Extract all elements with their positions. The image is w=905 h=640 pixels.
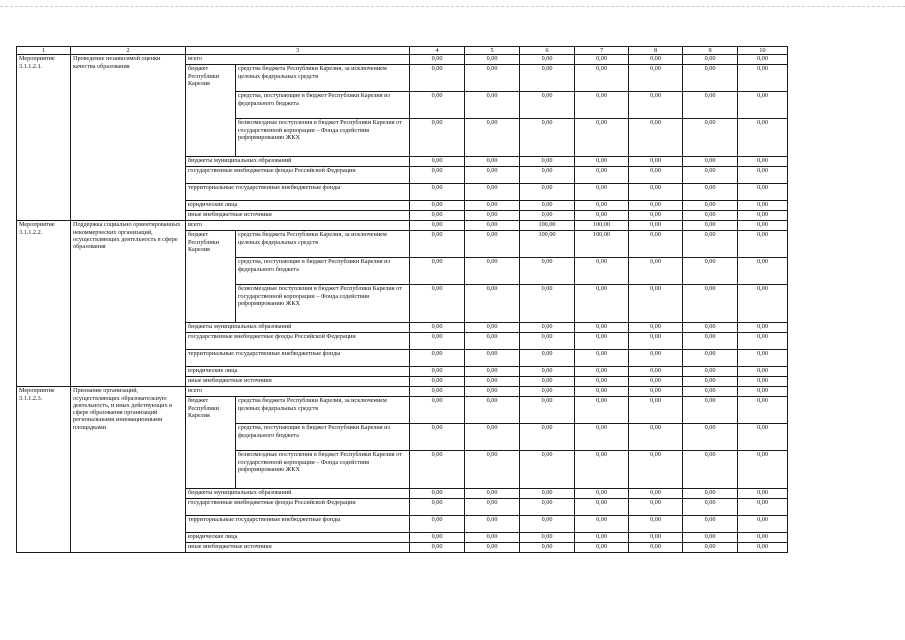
value-cell: 0,00 xyxy=(575,516,629,533)
source-label: бюджеты муниципальных образований xyxy=(186,157,410,167)
value-cell: 0,00 xyxy=(465,489,520,499)
source-label: территориальные государственные внебюджетные фонды xyxy=(186,350,410,367)
value-cell: 0,00 xyxy=(629,323,683,333)
source-sublabel: средства бюджета Республики Карелия, за исключением целевых федеральных средств xyxy=(236,397,410,424)
value-cell: 0,00 xyxy=(410,397,465,424)
value-cell: 0,00 xyxy=(683,516,738,533)
source-label: государственные внебюджетные фонды Российской Федерации xyxy=(186,333,410,350)
event-code: Мероприятие 3.1.1.2.1. xyxy=(17,55,71,221)
value-cell: 0,00 xyxy=(410,55,465,65)
value-cell: 0,00 xyxy=(575,65,629,92)
value-cell: 0,00 xyxy=(575,258,629,285)
table-row xyxy=(17,55,788,65)
value-cell: 0,00 xyxy=(738,92,788,119)
value-cell: 0,00 xyxy=(520,333,575,350)
value-cell: 0,00 xyxy=(629,231,683,258)
value-cell: 0,00 xyxy=(410,533,465,543)
value-cell: 0,00 xyxy=(738,65,788,92)
value-cell: 0,00 xyxy=(520,157,575,167)
source-sublabel: средства, поступающие в бюджет Республики Карелия из федерального бюджета xyxy=(236,258,410,285)
table-row xyxy=(17,221,788,231)
value-cell: 0,00 xyxy=(520,167,575,184)
table-header xyxy=(17,47,788,55)
value-cell: 0,00 xyxy=(683,533,738,543)
value-cell: 0,00 xyxy=(683,387,738,397)
value-cell: 0,00 xyxy=(575,350,629,367)
value-cell: 0,00 xyxy=(738,397,788,424)
value-cell: 0,00 xyxy=(629,167,683,184)
value-cell: 0,00 xyxy=(683,231,738,258)
value-cell: 0,00 xyxy=(575,367,629,377)
value-cell: 0,00 xyxy=(738,184,788,201)
value-cell: 0,00 xyxy=(410,231,465,258)
value-cell: 0,00 xyxy=(520,184,575,201)
source-label: всего xyxy=(186,55,410,65)
value-cell: 0,00 xyxy=(683,167,738,184)
value-cell: 0,00 xyxy=(410,499,465,516)
value-cell: 0,00 xyxy=(575,451,629,489)
source-label: бюджет Республики Карелия xyxy=(186,397,236,489)
value-cell: 0,00 xyxy=(629,533,683,543)
event-name: Признание организаций, осуществляющих образовательную деятельность, и иных действующих в сфере образования организаций региональными инновационными площадками xyxy=(71,387,186,553)
value-cell: 0,00 xyxy=(629,211,683,221)
value-cell: 0,00 xyxy=(410,377,465,387)
value-cell: 0,00 xyxy=(683,350,738,367)
header-cell: 3 xyxy=(186,47,410,55)
value-cell: 0,00 xyxy=(520,377,575,387)
value-cell: 0,00 xyxy=(410,167,465,184)
event-code: Мероприятие 3.1.1.2.2. xyxy=(17,221,71,387)
source-label: территориальные государственные внебюджетные фонды xyxy=(186,516,410,533)
value-cell: 0,00 xyxy=(465,258,520,285)
value-cell: 0,00 xyxy=(575,499,629,516)
source-sublabel: средства, поступающие в бюджет Республики Карелия из федерального бюджета xyxy=(236,92,410,119)
value-cell: 0,00 xyxy=(683,211,738,221)
value-cell: 0,00 xyxy=(520,489,575,499)
value-cell: 0,00 xyxy=(410,516,465,533)
value-cell: 0,00 xyxy=(629,543,683,553)
event-code: Мероприятие 3.1.1.2.3. xyxy=(17,387,71,553)
header-cell: 6 xyxy=(520,47,575,55)
header-cell: 9 xyxy=(683,47,738,55)
value-cell: 0,00 xyxy=(738,55,788,65)
source-label: бюджет Республики Карелия xyxy=(186,231,236,323)
table-row xyxy=(17,387,788,397)
value-cell: 0,00 xyxy=(683,451,738,489)
value-cell: 0,00 xyxy=(629,367,683,377)
page-edge-line xyxy=(0,6,905,7)
value-cell: 0,00 xyxy=(520,516,575,533)
value-cell: 0,00 xyxy=(738,516,788,533)
value-cell: 0,00 xyxy=(683,55,738,65)
value-cell: 0,00 xyxy=(465,424,520,451)
value-cell: 0,00 xyxy=(465,157,520,167)
value-cell: 0,00 xyxy=(575,333,629,350)
value-cell: 0,00 xyxy=(520,424,575,451)
value-cell: 100,00 xyxy=(520,221,575,231)
source-label: бюджеты муниципальных образований xyxy=(186,489,410,499)
source-sublabel: безвозмездные поступления в бюджет Республики Карелия от государственной корпорации – Фонда содействия реформированию ЖКХ xyxy=(236,119,410,157)
value-cell: 0,00 xyxy=(738,451,788,489)
value-cell: 0,00 xyxy=(465,119,520,157)
value-cell: 0,00 xyxy=(520,92,575,119)
value-cell: 0,00 xyxy=(738,367,788,377)
value-cell: 0,00 xyxy=(738,119,788,157)
value-cell: 0,00 xyxy=(575,489,629,499)
value-cell: 0,00 xyxy=(629,451,683,489)
value-cell: 0,00 xyxy=(520,533,575,543)
value-cell: 0,00 xyxy=(465,333,520,350)
value-cell: 0,00 xyxy=(683,489,738,499)
value-cell: 0,00 xyxy=(520,499,575,516)
value-cell: 0,00 xyxy=(738,533,788,543)
value-cell: 0,00 xyxy=(465,533,520,543)
value-cell: 0,00 xyxy=(465,367,520,377)
value-cell: 0,00 xyxy=(465,387,520,397)
value-cell: 0,00 xyxy=(629,55,683,65)
value-cell: 0,00 xyxy=(465,167,520,184)
value-cell: 0,00 xyxy=(410,119,465,157)
value-cell: 0,00 xyxy=(410,387,465,397)
value-cell: 0,00 xyxy=(629,258,683,285)
value-cell: 0,00 xyxy=(629,377,683,387)
header-cell: 10 xyxy=(738,47,788,55)
value-cell: 0,00 xyxy=(410,367,465,377)
source-sublabel: средства бюджета Республики Карелия, за исключением целевых федеральных средств xyxy=(236,231,410,258)
value-cell: 0,00 xyxy=(575,184,629,201)
value-cell: 0,00 xyxy=(520,201,575,211)
value-cell: 0,00 xyxy=(575,377,629,387)
value-cell: 0,00 xyxy=(738,323,788,333)
header-cell: 1 xyxy=(17,47,71,55)
value-cell: 0,00 xyxy=(738,201,788,211)
value-cell: 0,00 xyxy=(575,92,629,119)
value-cell: 0,00 xyxy=(575,211,629,221)
value-cell: 0,00 xyxy=(629,499,683,516)
value-cell: 0,00 xyxy=(410,285,465,323)
value-cell: 0,00 xyxy=(629,387,683,397)
value-cell: 0,00 xyxy=(738,333,788,350)
value-cell: 0,00 xyxy=(465,516,520,533)
value-cell: 0,00 xyxy=(410,543,465,553)
value-cell: 0,00 xyxy=(683,397,738,424)
source-label: иные внебюджетные источники xyxy=(186,211,410,221)
value-cell: 0,00 xyxy=(410,451,465,489)
value-cell: 0,00 xyxy=(410,211,465,221)
value-cell: 0,00 xyxy=(465,55,520,65)
value-cell: 0,00 xyxy=(465,323,520,333)
value-cell: 0,00 xyxy=(629,397,683,424)
value-cell: 0,00 xyxy=(629,350,683,367)
value-cell: 0,00 xyxy=(629,119,683,157)
source-label: иные внебюджетные источники xyxy=(186,377,410,387)
value-cell: 0,00 xyxy=(410,184,465,201)
value-cell: 0,00 xyxy=(683,424,738,451)
value-cell: 0,00 xyxy=(683,367,738,377)
value-cell: 0,00 xyxy=(683,333,738,350)
source-label: государственные внебюджетные фонды Российской Федерации xyxy=(186,499,410,516)
value-cell: 0,00 xyxy=(629,92,683,119)
value-cell: 0,00 xyxy=(683,92,738,119)
value-cell: 0,00 xyxy=(575,387,629,397)
value-cell: 0,00 xyxy=(465,231,520,258)
value-cell: 0,00 xyxy=(629,201,683,211)
value-cell: 0,00 xyxy=(738,499,788,516)
value-cell: 0,00 xyxy=(738,424,788,451)
value-cell: 100,00 xyxy=(575,231,629,258)
value-cell: 0,00 xyxy=(683,499,738,516)
value-cell: 0,00 xyxy=(738,543,788,553)
value-cell: 0,00 xyxy=(465,184,520,201)
value-cell: 0,00 xyxy=(683,157,738,167)
value-cell: 0,00 xyxy=(683,119,738,157)
value-cell: 0,00 xyxy=(410,92,465,119)
source-label: всего xyxy=(186,221,410,231)
value-cell: 0,00 xyxy=(410,258,465,285)
value-cell: 0,00 xyxy=(575,285,629,323)
value-cell: 0,00 xyxy=(738,285,788,323)
source-label: юридические лица xyxy=(186,367,410,377)
value-cell: 0,00 xyxy=(575,397,629,424)
value-cell: 0,00 xyxy=(738,231,788,258)
value-cell: 0,00 xyxy=(738,377,788,387)
financing-table xyxy=(16,46,788,553)
value-cell: 0,00 xyxy=(520,55,575,65)
value-cell: 0,00 xyxy=(465,92,520,119)
value-cell: 100,00 xyxy=(520,231,575,258)
value-cell: 0,00 xyxy=(410,333,465,350)
value-cell: 0,00 xyxy=(683,285,738,323)
value-cell: 0,00 xyxy=(465,377,520,387)
value-cell: 0,00 xyxy=(738,157,788,167)
value-cell: 0,00 xyxy=(738,211,788,221)
value-cell: 0,00 xyxy=(629,333,683,350)
source-sublabel: средства бюджета Республики Карелия, за исключением целевых федеральных средств xyxy=(236,65,410,92)
source-sublabel: безвозмездные поступления в бюджет Республики Карелия от государственной корпорации – Фонда содействия реформированию ЖКХ xyxy=(236,285,410,323)
value-cell: 0,00 xyxy=(520,451,575,489)
value-cell: 0,00 xyxy=(629,65,683,92)
value-cell: 0,00 xyxy=(683,377,738,387)
value-cell: 0,00 xyxy=(465,397,520,424)
value-cell: 0,00 xyxy=(520,119,575,157)
value-cell: 0,00 xyxy=(520,397,575,424)
value-cell: 0,00 xyxy=(410,323,465,333)
source-label: всего xyxy=(186,387,410,397)
event-name: Проведение независимой оценки качества образования xyxy=(71,55,186,221)
value-cell: 0,00 xyxy=(629,516,683,533)
value-cell: 0,00 xyxy=(410,201,465,211)
value-cell: 0,00 xyxy=(738,387,788,397)
source-label: иные внебюджетные источники xyxy=(186,543,410,553)
value-cell: 0,00 xyxy=(520,211,575,221)
source-label: бюджет Республики Карелия xyxy=(186,65,236,157)
value-cell: 0,00 xyxy=(520,285,575,323)
source-label: государственные внебюджетные фонды Российской Федерации xyxy=(186,167,410,184)
value-cell: 0,00 xyxy=(738,167,788,184)
value-cell: 0,00 xyxy=(520,323,575,333)
value-cell: 0,00 xyxy=(410,221,465,231)
table-body xyxy=(17,55,788,553)
value-cell: 0,00 xyxy=(575,119,629,157)
source-label: территориальные государственные внебюджетные фонды xyxy=(186,184,410,201)
value-cell: 0,00 xyxy=(410,489,465,499)
value-cell: 100,00 xyxy=(575,221,629,231)
header-cell: 2 xyxy=(71,47,186,55)
value-cell: 0,00 xyxy=(410,424,465,451)
value-cell: 0,00 xyxy=(738,258,788,285)
header-cell: 4 xyxy=(410,47,465,55)
value-cell: 0,00 xyxy=(575,543,629,553)
value-cell: 0,00 xyxy=(683,258,738,285)
value-cell: 0,00 xyxy=(520,65,575,92)
value-cell: 0,00 xyxy=(629,285,683,323)
value-cell: 0,00 xyxy=(683,543,738,553)
value-cell: 0,00 xyxy=(465,65,520,92)
value-cell: 0,00 xyxy=(520,258,575,285)
value-cell: 0,00 xyxy=(520,387,575,397)
value-cell: 0,00 xyxy=(683,201,738,211)
value-cell: 0,00 xyxy=(738,489,788,499)
header-cell: 5 xyxy=(465,47,520,55)
value-cell: 0,00 xyxy=(629,221,683,231)
value-cell: 0,00 xyxy=(520,350,575,367)
source-sublabel: средства, поступающие в бюджет Республики Карелия из федерального бюджета xyxy=(236,424,410,451)
header-cell: 8 xyxy=(629,47,683,55)
source-label: юридические лица xyxy=(186,201,410,211)
source-label: юридические лица xyxy=(186,533,410,543)
source-sublabel: безвозмездные поступления в бюджет Республики Карелия от государственной корпорации – Фонда содействия реформированию ЖКХ xyxy=(236,451,410,489)
value-cell: 0,00 xyxy=(629,424,683,451)
event-name: Поддержка социально ориентированных некоммерческих организаций, осуществляющих деятельность в сфере образования xyxy=(71,221,186,387)
document-page xyxy=(16,46,788,553)
value-cell: 0,00 xyxy=(575,323,629,333)
value-cell: 0,00 xyxy=(629,157,683,167)
value-cell: 0,00 xyxy=(465,543,520,553)
value-cell: 0,00 xyxy=(575,533,629,543)
value-cell: 0,00 xyxy=(738,221,788,231)
value-cell: 0,00 xyxy=(410,157,465,167)
value-cell: 0,00 xyxy=(520,543,575,553)
value-cell: 0,00 xyxy=(683,323,738,333)
value-cell: 0,00 xyxy=(575,201,629,211)
value-cell: 0,00 xyxy=(465,201,520,211)
value-cell: 0,00 xyxy=(575,55,629,65)
value-cell: 0,00 xyxy=(575,157,629,167)
value-cell: 0,00 xyxy=(520,367,575,377)
header-cell: 7 xyxy=(575,47,629,55)
value-cell: 0,00 xyxy=(410,350,465,367)
value-cell: 0,00 xyxy=(683,65,738,92)
value-cell: 0,00 xyxy=(575,167,629,184)
value-cell: 0,00 xyxy=(683,184,738,201)
value-cell: 0,00 xyxy=(410,65,465,92)
value-cell: 0,00 xyxy=(465,451,520,489)
value-cell: 0,00 xyxy=(465,350,520,367)
value-cell: 0,00 xyxy=(629,184,683,201)
source-label: бюджеты муниципальных образований xyxy=(186,323,410,333)
value-cell: 0,00 xyxy=(465,499,520,516)
value-cell: 0,00 xyxy=(738,350,788,367)
value-cell: 0,00 xyxy=(683,221,738,231)
value-cell: 0,00 xyxy=(575,424,629,451)
value-cell: 0,00 xyxy=(465,221,520,231)
value-cell: 0,00 xyxy=(465,211,520,221)
value-cell: 0,00 xyxy=(465,285,520,323)
value-cell: 0,00 xyxy=(629,489,683,499)
